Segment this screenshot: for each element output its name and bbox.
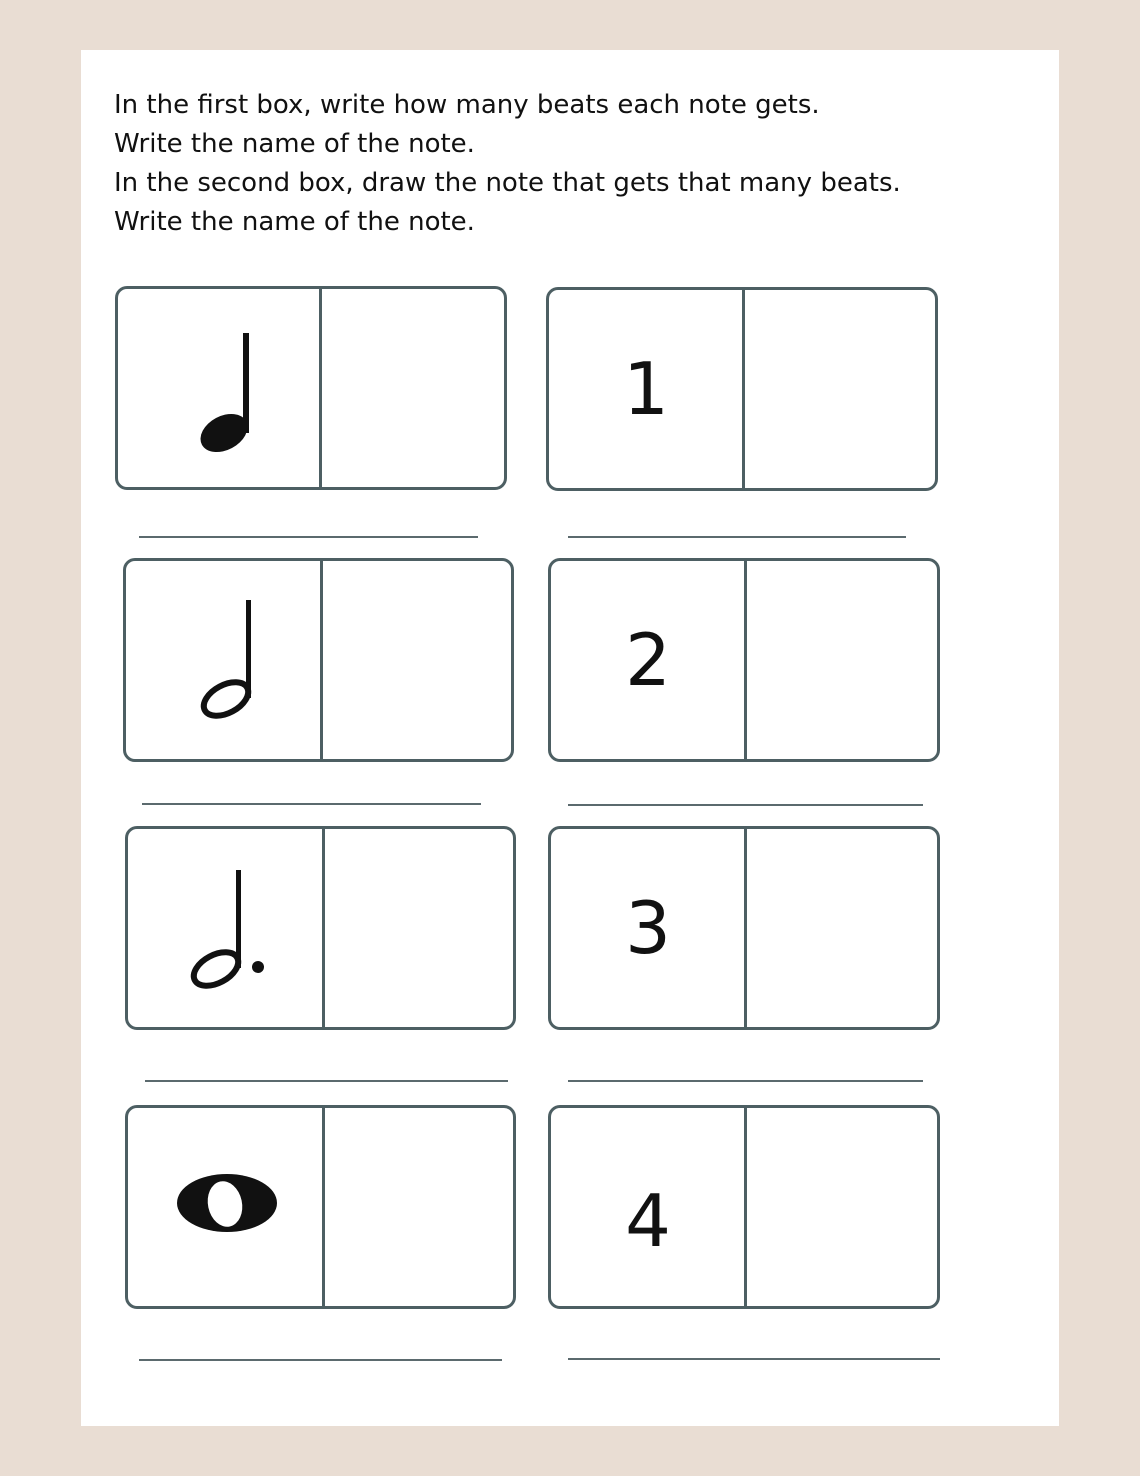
beat-card-3 [548,826,940,1030]
note-card-4 [125,1105,516,1309]
note-cell [118,289,320,487]
beat-count: 3 [625,886,671,970]
beats-answer-box[interactable] [321,829,513,1027]
beat-card-2 [548,558,940,762]
beats-answer-box[interactable] [319,561,511,759]
draw-note-answer-box[interactable] [743,829,937,1027]
note-card-1 [115,286,507,490]
note-name-line[interactable] [142,803,481,805]
note-name-line[interactable] [568,536,906,538]
note-cell [126,561,322,759]
dotted-half-note-icon [186,865,286,995]
note-name-line[interactable] [139,536,478,538]
instruction-line: Write the name of the note. [114,207,475,237]
beat-card-4 [548,1105,940,1309]
beats-cell [549,290,743,488]
whole-note-icon [172,1168,282,1238]
half-note-icon [194,595,274,725]
note-card-2 [123,558,514,762]
beats-answer-box[interactable] [318,289,504,487]
draw-note-answer-box[interactable] [743,1108,937,1306]
quarter-note-icon [194,329,274,459]
note-name-line[interactable] [568,1080,923,1082]
draw-note-answer-box[interactable] [743,561,937,759]
beats-cell [551,829,745,1027]
beat-count: 1 [623,347,669,431]
beat-count: 2 [625,618,671,702]
beats-answer-box[interactable] [321,1108,513,1306]
instruction-line: In the first box, write how many beats each note gets. [114,90,820,120]
instructions [114,86,901,242]
note-name-line[interactable] [139,1359,502,1361]
note-name-line[interactable] [568,1358,940,1360]
beat-card-1 [546,287,938,491]
note-card-3 [125,826,516,1030]
instruction-line: In the second box, draw the note that gets that many beats. [114,168,901,198]
beats-cell [551,561,745,759]
note-cell [128,829,324,1027]
note-name-line[interactable] [568,804,923,806]
note-cell [128,1108,324,1306]
beats-cell [551,1108,745,1306]
instruction-line: Write the name of the note. [114,129,475,159]
beat-count: 4 [625,1178,671,1263]
draw-note-answer-box[interactable] [741,290,935,488]
note-name-line[interactable] [145,1080,508,1082]
